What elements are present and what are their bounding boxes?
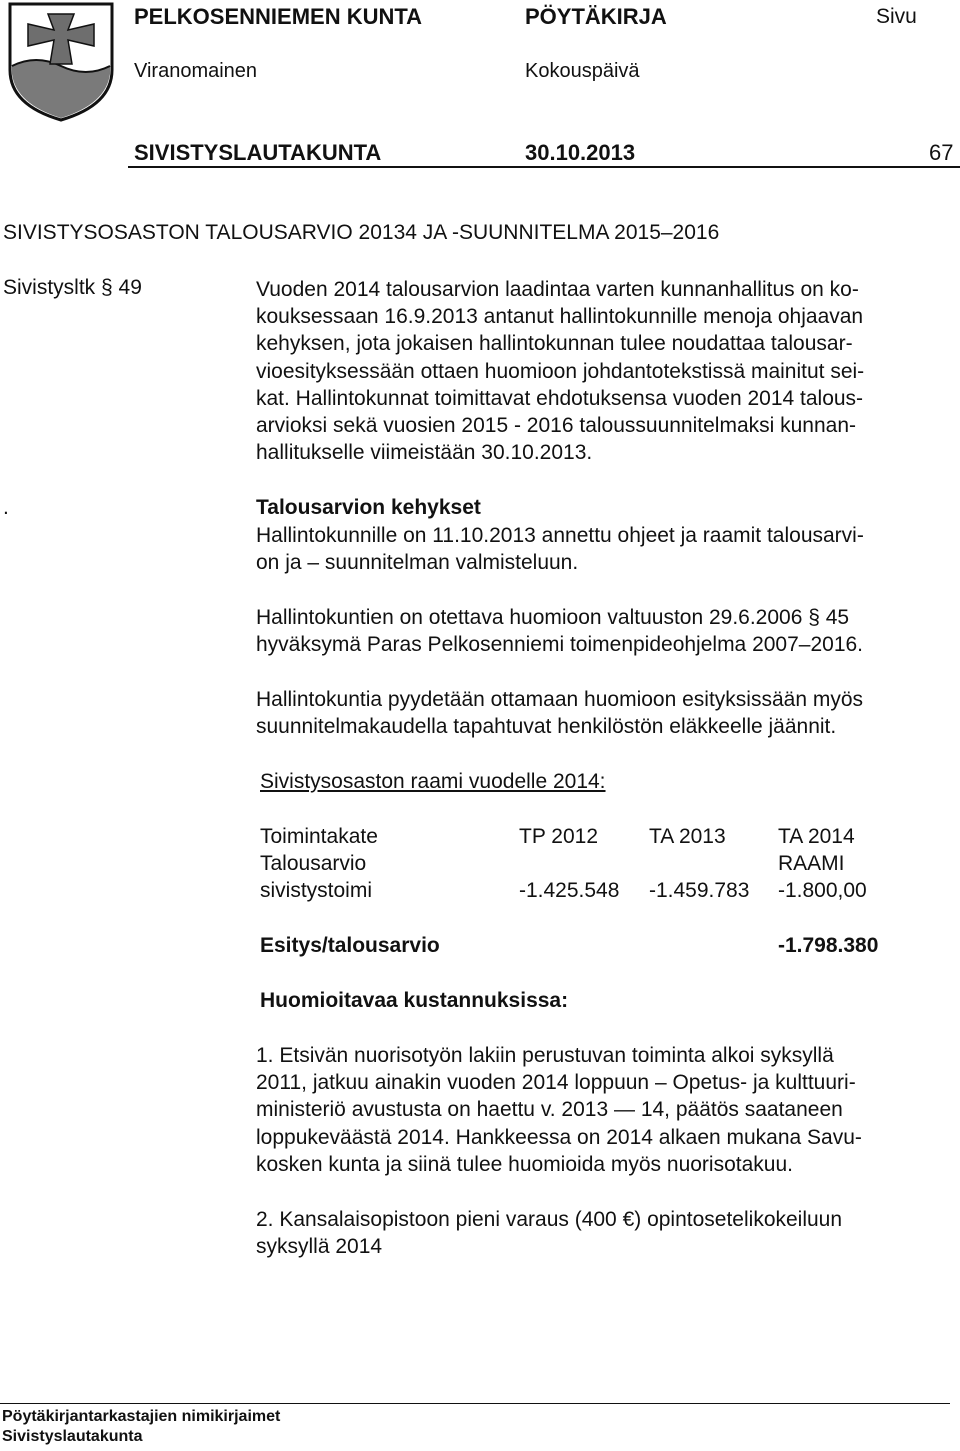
frame-paragraph <box>256 522 956 576</box>
table-subheader-cell: Talousarvio <box>260 852 367 875</box>
intro-paragraph <box>256 276 956 466</box>
paragraph-line: loppukeväästä 2014. Hankkeessa on 2014 alkaen mukana Savu- <box>256 1125 862 1149</box>
meeting-date: 30.10.2013 <box>525 140 636 165</box>
frame-heading: Talousarvion kehykset <box>256 496 481 519</box>
page-number: 67 <box>929 140 954 165</box>
paragraph-line: 2. Kansalaisopistoon pieni varaus (400 €) opintosetelikokeiluun <box>256 1208 843 1231</box>
paragraph-line: kosken kunta ja siinä tulee huomioida myös nuorisotakuu. <box>256 1152 793 1176</box>
signature-label: Pöytäkirjantarkastajien nimikirjaimet <box>2 1408 281 1425</box>
table-cell: -1.459.783 <box>649 879 750 902</box>
paragraph-line: Hallintokuntien on otettava huomioon valtuuston 29.6.2006 § 45 <box>256 606 850 629</box>
notes-heading: Huomioitavaa kustannuksissa: <box>260 989 569 1012</box>
section-reference: Sivistysltk § 49 <box>3 276 142 299</box>
table-cell: -1.800,00 <box>778 879 867 902</box>
paragraph-line: hallitukselle viimeistään 30.10.2013. <box>256 441 593 465</box>
budget-heading: Sivistysosaston raami vuodelle 2014: <box>260 770 606 793</box>
paragraph-line: Hallintokunnille on 11.10.2013 annettu ohjeet ja raamit talousarvi- <box>256 524 864 547</box>
paras-program-paragraph <box>256 604 956 658</box>
paragraph-line: Hallintokuntia pyydetään ottamaan huomioon esityksissään myös <box>256 688 864 711</box>
table-cell: -1.425.548 <box>519 879 620 902</box>
header-divider <box>128 166 960 168</box>
paragraph-line: ministeriö avustusta on haettu v. 2013 — 14, päätös saataneen <box>256 1098 843 1122</box>
table-subheader-cell: RAAMI <box>778 852 845 875</box>
authority-name: SIVISTYSLAUTAKUNTA <box>134 140 382 165</box>
municipality-name: PELKOSENNIEMEN KUNTA <box>134 4 423 29</box>
note-item-1 <box>256 1042 956 1178</box>
table-header-cell: TA 2014 <box>778 825 855 848</box>
retirement-paragraph <box>256 686 956 740</box>
paragraph-line: vioesityksessään ottaen huomioon johdantotekstissä mainitut sei- <box>256 359 865 383</box>
note-item-2 <box>256 1206 956 1260</box>
authority-label: Viranomainen <box>134 60 258 82</box>
paragraph-line: 2011, jatkuu ainakin vuoden 2014 loppuun – Opetus- ja kulttuuri- <box>256 1071 856 1095</box>
paragraph-line: hyväksymä Paras Pelkosenniemi toimenpideohjelma 2007–2016. <box>256 633 864 657</box>
paragraph-line: suunnitelmakaudella tapahtuvat henkilöstön eläkkeelle jäännit. <box>256 715 837 739</box>
section-marker: . <box>3 496 9 519</box>
proposal-label: Esitys/talousarvio <box>260 934 440 957</box>
meeting-date-label: Kokouspäivä <box>525 60 640 82</box>
page-label: Sivu <box>876 5 917 28</box>
table-cell: sivistystoimi <box>260 879 373 902</box>
document-type: PÖYTÄKIRJA <box>525 4 667 29</box>
paragraph-line: syksyllä 2014 <box>256 1235 383 1259</box>
paragraph-line: kouksessaan 16.9.2013 antanut hallintokunnille menoja ohjaavan <box>256 305 864 329</box>
paragraph-line: kehyksen, jota jokaisen hallintokunnan tulee noudattaa talousar- <box>256 332 853 356</box>
paragraph-line: 1. Etsivän nuorisotyön lakiin perustuvan toiminta alkoi syksyllä <box>256 1044 834 1067</box>
paragraph-line: arvioksi sekä vuosien 2015 - 2016 taloussuunnitelmaksi kunnan- <box>256 414 857 438</box>
proposal-value: -1.798.380 <box>778 934 879 957</box>
table-header-cell: Toimintakate <box>260 825 378 848</box>
footer-divider <box>0 1403 950 1404</box>
paragraph-line: on ja – suunnitelman valmisteluun. <box>256 551 579 575</box>
table-header-cell: TA 2013 <box>649 825 726 848</box>
paragraph-line: Vuoden 2014 talousarvion laadintaa varten kunnanhallitus on ko- <box>256 278 859 301</box>
paragraph-line: kat. Hallintokunnat toimittavat ehdotuksensa vuoden 2014 talous- <box>256 386 864 410</box>
municipality-coat-of-arms-logo <box>2 0 120 122</box>
document-title: SIVISTYSOSASTON TALOUSARVIO 20134 JA -SUUNNITELMA 2015–2016 <box>3 221 720 244</box>
board-name: Sivistyslautakunta <box>2 1428 143 1445</box>
table-header-cell: TP 2012 <box>519 825 599 848</box>
